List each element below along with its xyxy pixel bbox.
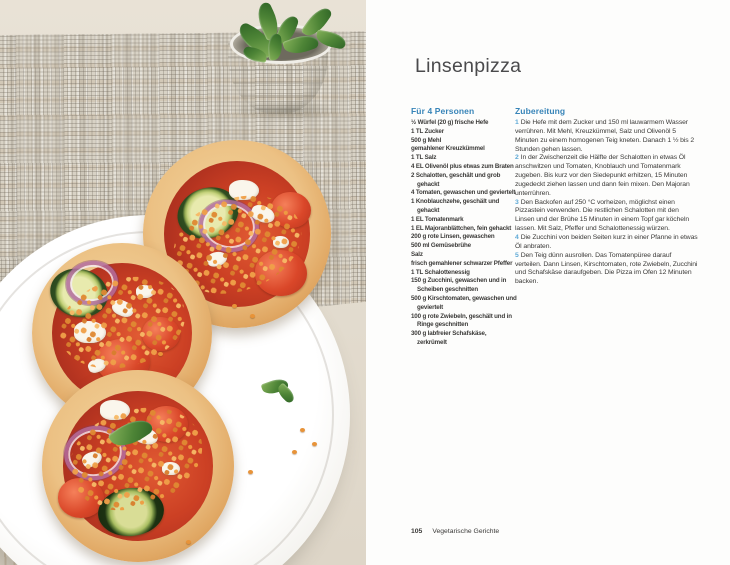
lentil-dot xyxy=(292,450,297,454)
preparation-header: Zubereitung xyxy=(515,106,566,116)
lentil-dot xyxy=(300,428,305,432)
mini-pizza xyxy=(42,370,234,562)
ingredient-item: 1 TL Zucker xyxy=(411,127,444,135)
step-text: Die Zucchini von beiden Seiten kurz in einer Pfanne in etwas Öl anbraten. xyxy=(515,233,698,250)
preparation-steps xyxy=(515,119,699,287)
step-number: 5 xyxy=(515,251,519,259)
ingredients-column xyxy=(411,106,517,348)
step-text: In der Zwischenzeit die Hälfte der Schalotten in etwas Öl anschwitzen und Tomaten, Knoblauch und Tomatenmark zugeben. Bis kurz vor den Siedepunkt erhitzen, 15 Minuten zugedeckt ziehen lassen und dann fein mixen. Den Majoran unterrühren. xyxy=(515,154,690,197)
ingredient-item: 100 g rote Zwiebeln, geschält und in Ringe geschnitten xyxy=(411,312,512,329)
preparation-step xyxy=(515,252,699,287)
preparation-step xyxy=(515,154,699,198)
ingredient-item: 500 ml Gemüsebrühe xyxy=(411,242,471,250)
preparation-step xyxy=(515,234,699,252)
ingredient-item: 4 Tomaten, gewaschen und geviertelt xyxy=(411,189,516,197)
step-number: 4 xyxy=(515,233,519,241)
lentil-dot xyxy=(248,470,253,474)
ingredient-item: 1 Knoblauchzehe, geschält und gehackt xyxy=(411,198,500,214)
preparation-step xyxy=(515,119,699,154)
lentil-dot xyxy=(186,540,191,544)
ingredient-item: 4 EL Olivenöl plus etwas zum Braten xyxy=(411,162,514,170)
ingredient-item: ½ Würfel (20 g) frische Hefe xyxy=(411,119,489,126)
page-number: 105 xyxy=(411,528,423,535)
step-text: Die Hefe mit dem Zucker und 150 ml lauwarmem Wasser verrühren. Mit Mehl, Kreuzkümmel, Salz und Olivenöl 5 Minuten zu einem homogenen Teig kneten. Danach 1 ½ bis 2 Stunden gehen lassen. xyxy=(515,119,695,153)
step-number: 3 xyxy=(515,198,519,206)
ingredient-item: 1 EL Tomatenmark xyxy=(411,215,464,223)
ingredient-item: 150 g Zucchini, gewaschen und in Scheiben geschnitten xyxy=(411,277,507,294)
lentil-dot xyxy=(312,442,317,446)
page-footer xyxy=(411,528,499,535)
ingredients-header: Für 4 Personen xyxy=(411,106,475,116)
ingredient-item: 300 g labfreier Schafskäse, zerkrümelt xyxy=(411,330,487,346)
recipe-page xyxy=(366,0,730,565)
step-text: Den Teig dünn ausrollen. Das Tomatenpüree darauf verteilen. Dann Linsen, Kirschtomaten, rote Zwiebeln, Zucchini und Schafskäse daraufgeben. Die Pizza im Ofen 12 Minuten backen. xyxy=(515,251,698,286)
ingredient-item: 500 g Kirschtomaten, gewaschen und geviertelt xyxy=(411,294,517,311)
ingredients-list xyxy=(411,119,517,348)
ingredient-item: gemahlener Kreuzkümmel xyxy=(411,145,485,153)
ingredient-item: Salz xyxy=(411,250,423,258)
ingredient-item: 1 TL Schalottenessig xyxy=(411,268,470,276)
ingredient-item: 1 TL Salz xyxy=(411,154,437,162)
lentil-dot xyxy=(158,352,163,356)
page-title: Linsenpizza xyxy=(415,55,522,77)
lentil-dot xyxy=(250,314,255,318)
ingredient-item: 2 Schalotten, geschält und grob gehackt xyxy=(411,171,501,188)
ingredient-item: 500 g Mehl xyxy=(411,136,442,144)
step-text: Den Backofen auf 250 °C vorheizen, möglichst einen Pizzastein verwenden. Die restlichen Schalotten mit den Linsen und der Brühe 15 Minuten in einem Topf gar köcheln lassen. Mit Salz, Pfeffer und Schalottenessig würzen. xyxy=(515,198,690,233)
ingredient-item: 200 g rote Linsen, gewaschen xyxy=(411,233,495,241)
step-number: 1 xyxy=(515,119,519,126)
section-label: Vegetarische Gerichte xyxy=(432,528,500,535)
step-number: 2 xyxy=(515,154,519,162)
lentil-dot xyxy=(232,304,237,308)
ingredient-item: frisch gemahlener schwarzer Pfeffer xyxy=(411,259,513,267)
preparation-column xyxy=(515,106,699,287)
preparation-step xyxy=(515,199,699,234)
ingredient-item: 1 EL Majoranblättchen, fein gehackt xyxy=(411,224,512,232)
